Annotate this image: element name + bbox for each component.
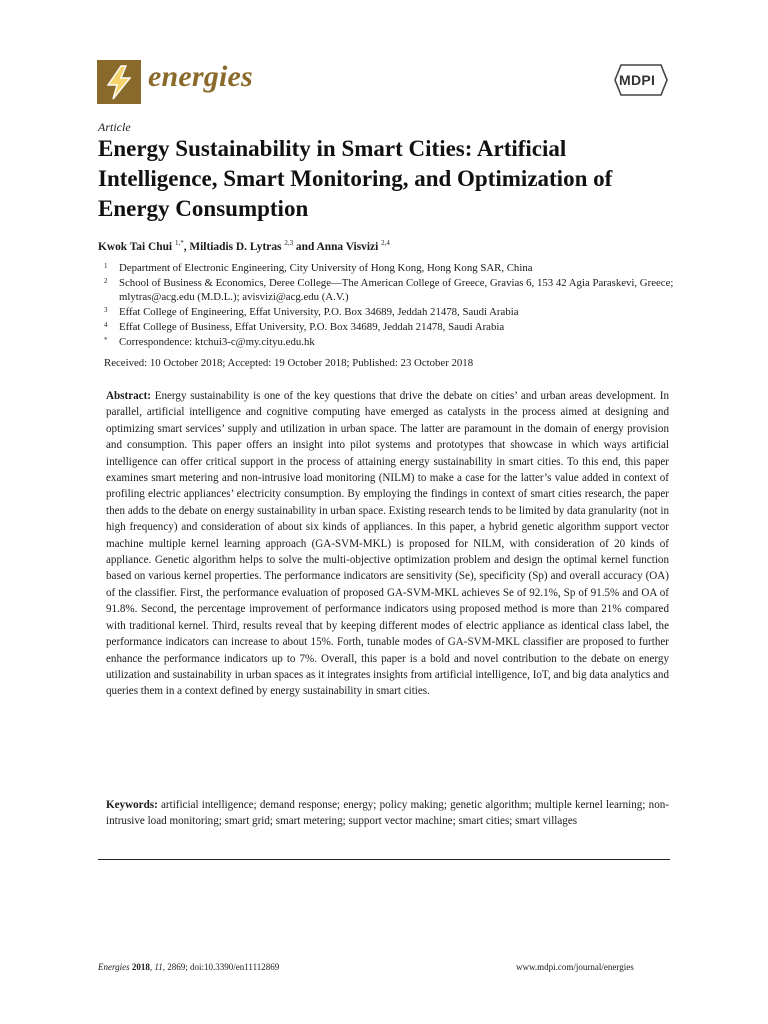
author-separator: and [293, 240, 317, 253]
correspondence-text: Correspondence: ktchui3-c@my.cityu.edu.hk [119, 335, 315, 348]
author-name: Anna Visvizi [316, 240, 379, 253]
publication-dates: Received: 10 October 2018; Accepted: 19 October 2018; Published: 23 October 2018 [104, 357, 474, 369]
affiliation-text: School of Business & Economics, Deree College—The American College of Greece, Gravias 6, 153 42 Agia Paraskevi, Greece; mlytras@acg.edu (M.D.L.); avisvizi@acg.edu (A.V.) [119, 276, 674, 304]
affiliation-number: * [104, 335, 108, 344]
footer-doi: , 2869; doi:10.3390/en11112869 [162, 962, 280, 972]
author-name: Kwok Tai Chui [98, 240, 173, 253]
affiliation-item [104, 335, 684, 350]
publisher-name: MDPI [619, 72, 656, 88]
journal-name: energies [148, 60, 253, 93]
affiliation-text: Effat College of Engineering, Effat University, P.O. Box 34689, Jeddah 21478, Saudi Arabia [119, 306, 519, 319]
affiliation-item [104, 276, 684, 305]
keywords-text: artificial intelligence; demand response; energy; policy making; genetic algorithm; multiple kernel learning; non-intrusive load monitoring; smart grid; smart metering; support vector machine; smart cities; smart villages [106, 799, 669, 828]
author-affiliation-marker: 2,4 [381, 239, 390, 247]
keywords-label: Keywords: [106, 799, 158, 811]
author-name: Miltiadis D. Lytras [189, 240, 282, 253]
affiliation-text: Department of Electronic Engineering, City University of Hong Kong, Hong Kong SAR, China [119, 262, 533, 274]
lightning-bolt-icon [97, 60, 141, 104]
footer-year: 2018 [131, 962, 150, 972]
article-type: Article [98, 120, 131, 134]
author-affiliation-marker: 2,3 [284, 239, 294, 247]
author-list [98, 239, 390, 253]
footer-journal: Energies [98, 962, 130, 972]
affiliation-number: 4 [104, 320, 108, 329]
journal-logo [97, 60, 141, 104]
affiliation-item [104, 320, 684, 335]
abstract-text: Energy sustainability is one of the key questions that drive the debate on cities’ and urban areas development. In parallel, artificial intelligence and cognitive computing have emerged as catalysts in the process aimed at designing and optimizing smart services’ supply and utilization in urban space. The latter are paramount in the domain of energy provision and consumption. This paper offers an insight into pilot systems and prototypes that showcase in which ways artificial intelligence can offer critical support in the process of attaining energy sustainability in smart cities. To this end, this paper examines smart metering and non-intrusive load monitoring (NILM) to make a case for the latter’s value added in context of profiling electric appliances’ electricity consumption. By employing the findings in context of smart cities research, the paper then adds to the debate on energy sustainability in urban space. Existing research tends to be limited by data granularity (not in high frequency) and consideration of about six kinds of appliances. In this paper, a hybrid genetic algorithm support vector machine multiple kernel learning approach (GA-SVM-MKL) is proposed for NILM, with consideration of 20 kinds of appliance. Genetic algorithm helps to solve the multi-objective optimization problem and design the optimal kernel function based on various kernel properties. The performance indicators are sensitivity (Se), specificity (Sp) and overall accuracy (OA) of the classifier. First, the performance evaluation of proposed GA-SVM-MKL achieves Se of 92.1%, Sp of 91.5% and OA of 91.8%. Second, the percentage improvement of performance indicators using proposed method is more than 21% compared with traditional kernel. Third, results reveal that by keeping different modes of electric appliance as identical class label, the performance indicators can increase to about 15%. Forth, tunable modes of GA-SVM-MKL classifier are proposed to further enhance the performance indicators up to 7%. Overall, this paper is a bold and novel contribution to the debate on energy utilization and sustainability in urban spaces as it integrates insights from artificial intelligence, IoT, and big data analytics and queries them in a context defined by energy sustainability in smart cities. [106, 390, 669, 698]
footer-url[interactable]: www.mdpi.com/journal/energies [516, 962, 634, 972]
author-affiliation-marker: 1,* [174, 239, 184, 247]
affiliation-number: 3 [104, 306, 108, 315]
footer-volume: 11 [154, 962, 163, 972]
affiliation-text: Effat College of Business, Effat University, P.O. Box 34689, Jeddah 21478, Saudi Arabia [119, 320, 505, 333]
affiliation-number: 2 [104, 276, 108, 285]
affiliation-list [104, 261, 684, 349]
affiliation-number: 1 [104, 262, 108, 270]
footer-citation: Energies 2018, 11, 2869; doi:10.3390/en11112869 [98, 962, 280, 972]
affiliation-item [104, 261, 684, 276]
publisher-logo [612, 63, 670, 97]
keywords [106, 797, 669, 830]
article-title: Energy Sustainability in Smart Cities: Artificial Intelligence, Smart Monitoring, and Optimization of Energy Consumption [98, 136, 613, 221]
divider [98, 859, 670, 860]
abstract-label: Abstract: [106, 390, 151, 402]
affiliation-item [104, 305, 684, 320]
abstract [106, 388, 669, 700]
author-separator: , [183, 240, 190, 253]
